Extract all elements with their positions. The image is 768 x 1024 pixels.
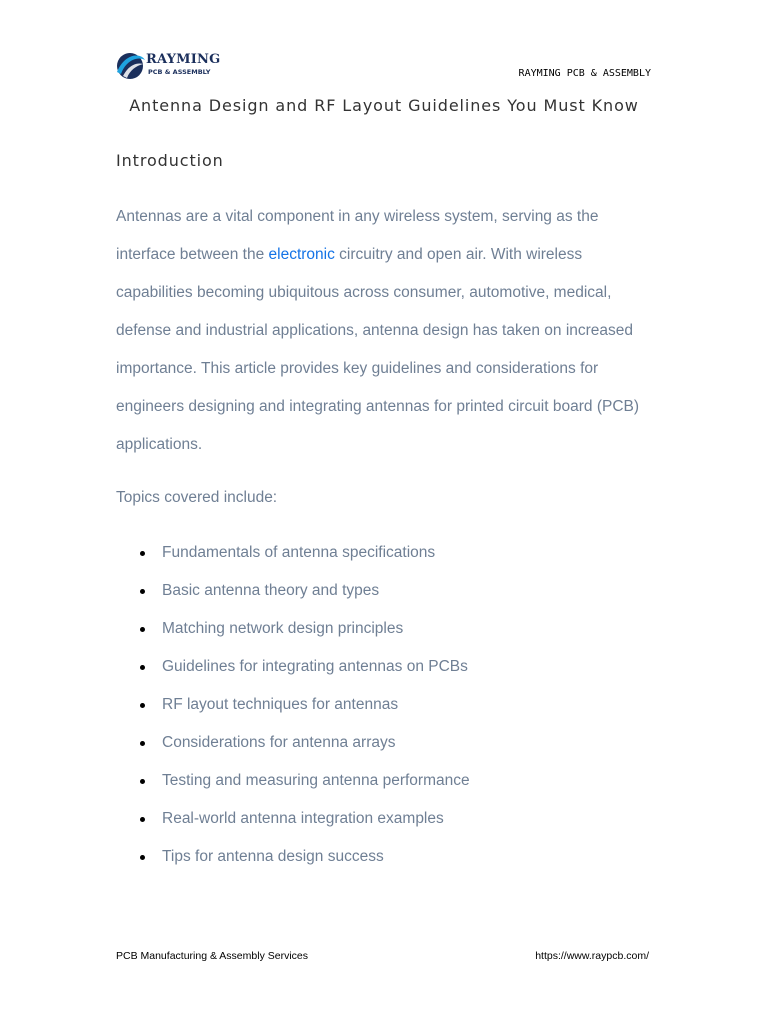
bullet-icon [140, 703, 145, 708]
list-item [116, 838, 656, 876]
bullet-icon [140, 817, 145, 822]
list-item-text: Fundamentals of antenna specifications [162, 544, 436, 561]
list-item-text: Matching network design principles [162, 620, 404, 637]
list-item-text: Guidelines for integrating antennas on PCBs [162, 658, 468, 675]
list-item-text: Considerations for antenna arrays [162, 734, 396, 751]
list-item-text: Testing and measuring antenna performance [162, 772, 470, 789]
list-item-text: Basic antenna theory and types [162, 582, 380, 599]
bullet-icon [140, 551, 145, 556]
header-company-label: RAYMING PCB & ASSEMBLY [518, 68, 651, 79]
paragraph-text-end: circuitry and open air. With wireless capabilities becoming ubiquitous across consumer, automotive, medical, defense and industrial applications, antenna design has taken on increased importance. This article provides key guidelines and considerations for engineers designing and integrating antennas for printed circuit board (PCB) applications. [116, 246, 640, 453]
list-item [116, 648, 656, 686]
bullet-icon [140, 779, 145, 784]
bullet-icon [140, 741, 145, 746]
list-item [116, 724, 656, 762]
list-item-text: Tips for antenna design success [162, 848, 384, 865]
logo-brand-text: RAYMING [146, 52, 221, 67]
bullet-icon [140, 627, 145, 632]
list-item [116, 686, 656, 724]
bullet-icon [140, 589, 145, 594]
topics-intro: Topics covered include: [116, 489, 278, 506]
logo-subtitle-text: PCB & ASSEMBLY [148, 68, 211, 76]
footer-services-label: PCB Manufacturing & Assembly Services [116, 950, 308, 962]
intro-paragraph [116, 198, 656, 464]
rayming-logo [114, 50, 224, 82]
paragraph-text-start: Antennas are a vital component in any wireless system, serving as the interface between the [116, 208, 599, 263]
list-item [116, 572, 656, 610]
list-item-text: RF layout techniques for antennas [162, 696, 399, 713]
section-heading: Introduction [116, 151, 224, 170]
list-item [116, 800, 656, 838]
document-title: Antenna Design and RF Layout Guidelines You Must Know [129, 96, 639, 115]
electronic-link[interactable]: electronic [268, 246, 335, 263]
topics-list [116, 534, 656, 876]
list-item [116, 762, 656, 800]
list-item [116, 610, 656, 648]
bullet-icon [140, 855, 145, 860]
bullet-icon [140, 665, 145, 670]
swoosh-logo-icon [114, 50, 146, 82]
list-item [116, 534, 656, 572]
list-item-text: Real-world antenna integration examples [162, 810, 444, 827]
footer-url-link[interactable]: https://www.raypcb.com/ [535, 950, 649, 962]
